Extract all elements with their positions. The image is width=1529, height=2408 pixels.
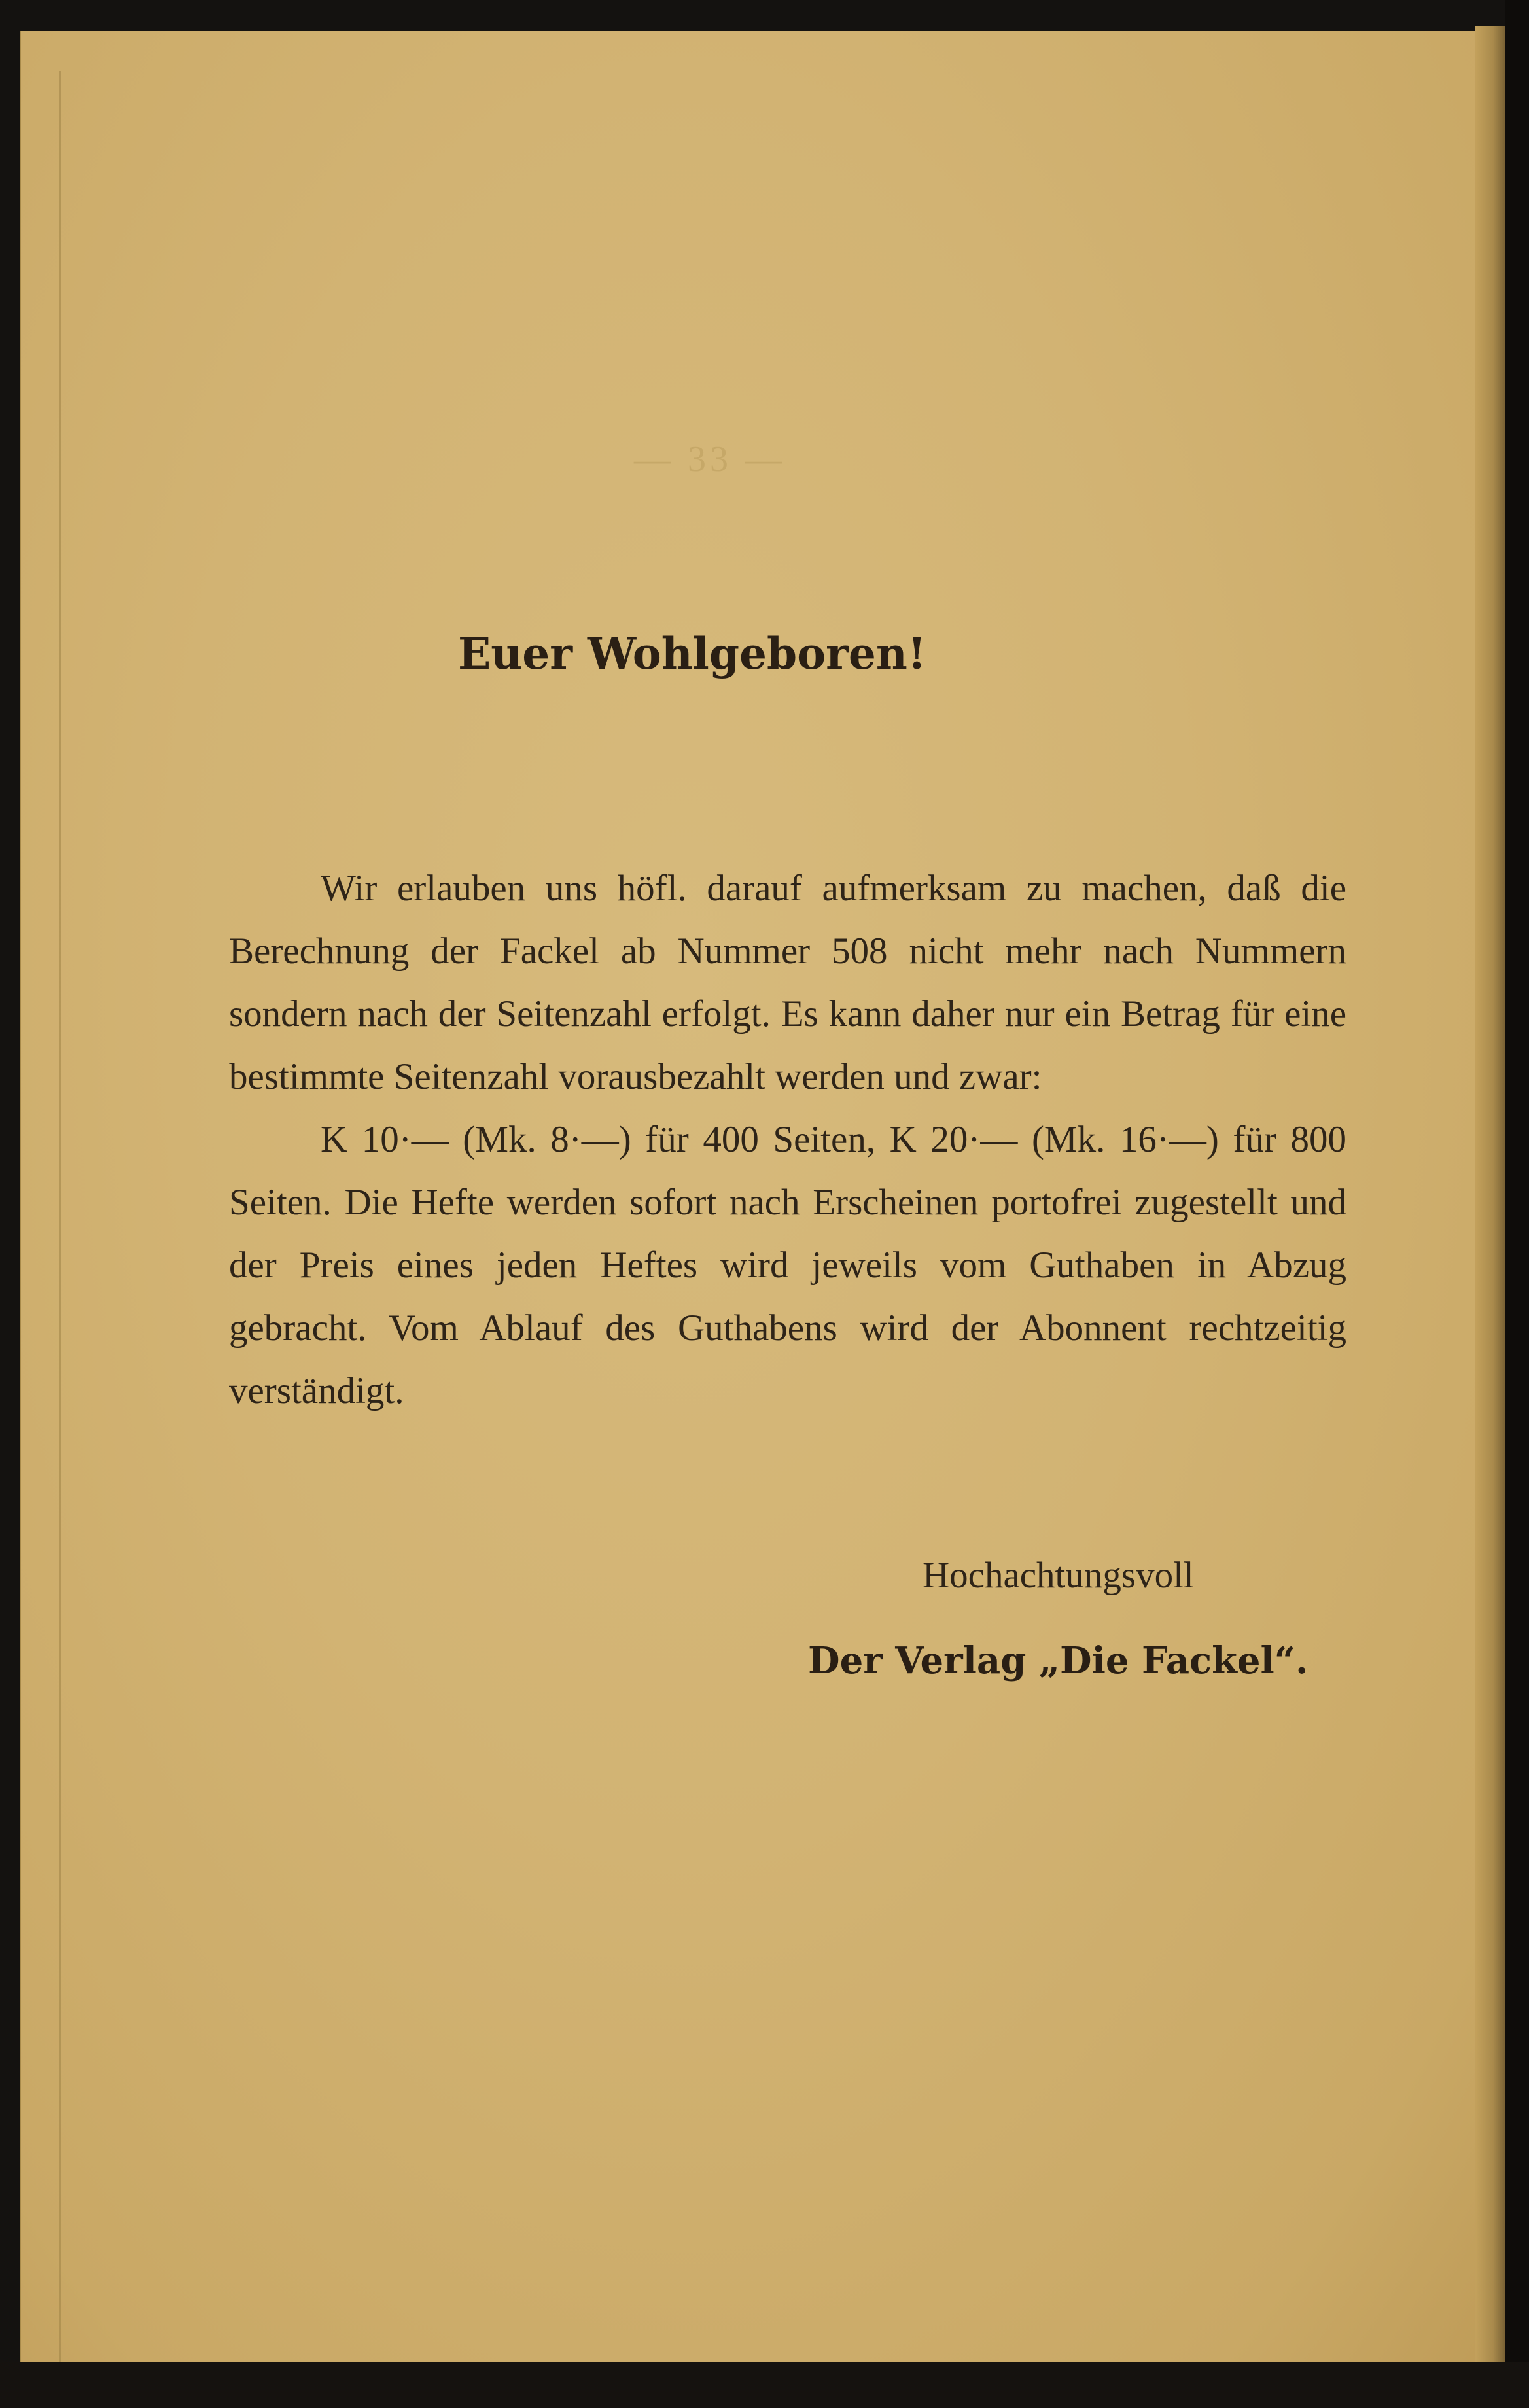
left-margin-line <box>59 71 61 2381</box>
book-spine <box>1505 0 1529 2408</box>
paragraph-billing-notice: Wir erlauben uns höfl. darauf aufmerksam zu machen, daß die Berechnung der Fackel ab Nummer 508 nicht mehr nach Nummern sondern nach der Seitenzahl erfolgt. Es kann daher nur ein Betrag für eine bestimmte Seitenzahl vorausbezahlt werden und zwar: <box>229 868 1346 1097</box>
scan-bottom-border <box>0 2362 1529 2408</box>
page-number: — 33 — <box>634 439 786 480</box>
closing-phrase: Hochachtungsvoll <box>923 1555 1194 1596</box>
salutation-heading: Euer Wohlgeboren! <box>458 628 926 679</box>
page-edge-shadow <box>1475 26 1505 2369</box>
publisher-signature: Der Verlag „Die Fackel“. <box>808 1639 1309 1682</box>
paragraph-prices: K 10·— (Mk. 8·—) für 400 Seiten, K 20·— (Mk. 16·—) für 800 Seiten. Die Hefte werden sofort nach Erscheinen portofrei zugestellt und der Preis eines jeden Heftes wird jeweils vom Guthaben in Abzug gebracht. Vom Ablauf des Guthabens wird der Abonnent rechtzeitig verständigt. <box>229 1119 1346 1411</box>
letter-body <box>229 857 1346 1423</box>
